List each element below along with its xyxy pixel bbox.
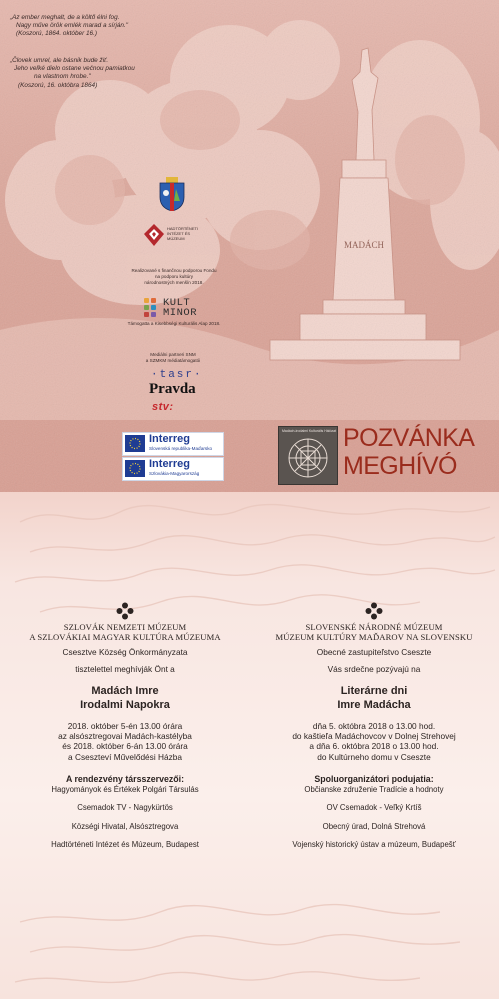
tasr-logo: ·tasr·: [151, 369, 203, 381]
coorganizers-heading: A rendezvény társszervezői:: [66, 773, 184, 784]
interreg-logo-hu: Interreg Szlovákia-Magyarország: [122, 457, 224, 481]
quote-hungarian: „Az ember meghalt, de a költő élni fog. Nagy műve örök emlék marad a sírján." (Koszorú, 1864. október 16.): [10, 14, 129, 38]
page-title: POZVÁNKA MEGHÍVÓ: [343, 424, 475, 480]
military-institute-logo: HADTÖRTÉNETI INTÉZET ÉS MÚZEUM: [143, 223, 211, 253]
eu-flag-icon: [125, 460, 145, 477]
organizer: Obecné zastupiteľstvo Cseszte: [316, 647, 432, 657]
kultminor-logo: KULT MINOR: [143, 296, 201, 320]
coorganizers-list: Občianske združenie Tradície a hodnoty OV Csemadok - Veľký Krtíš Obecný úrad, Dolná Strehová Vojenský historický ústav a múzeum, Budapešť: [292, 784, 456, 850]
institute-emblem-icon: [143, 223, 165, 247]
media-partners-label: Mediálni partneri SNM a SZMKM médiatámogatói: [145, 352, 201, 363]
quote-slovak: „Človek umrel, ale básnik bude žiť. Jeho veľké dielo ostane večnou pamiatkou na vlastnom hrobe." (Koszorú, 16. októbra 1864): [10, 57, 135, 89]
invite-text: tisztelettel meghívják Önt a: [75, 664, 175, 674]
invite-text: Vás srdečne pozývajú na: [327, 664, 421, 674]
organizer: Csesztve Község Önkormányzata: [62, 647, 188, 657]
support-note: Támogatta a Kisebbségi Kulturális Alap 2018.: [127, 321, 221, 326]
flower-ornament-icon: [249, 602, 499, 622]
pravda-logo: Pravda: [149, 381, 196, 397]
funding-note: Realizované s finančnou podporou Fondu na podporu kultúry národnostných menšín 2018.: [131, 268, 217, 285]
coorganizers-list: Hagyományok és Értékek Polgári Társulás Csemadok TV - Nagykürtös Községi Hivatal, Alsósztregova Hadtörténeti Intézet és Múzeum, Budapest: [51, 784, 199, 850]
slovak-column: [249, 602, 499, 859]
event-title: Madách Imre Irodalmi Napokra: [80, 685, 170, 711]
stv-logo: stv:: [152, 401, 174, 413]
eu-flag-icon: [125, 435, 145, 452]
cover-illustration: [0, 0, 499, 492]
flower-ornament-icon: [0, 602, 250, 622]
invitation-panel: [0, 492, 499, 999]
museum-name: SZLOVÁK NEMZETI MÚZEUM A SZLOVÁKIAI MAGYAR KULTÚRA MÚZEUMA: [29, 622, 221, 642]
rosette-icon: [279, 427, 337, 484]
coorganizers-heading: Spoluorganizátori podujatia:: [314, 773, 434, 784]
event-title: Literárne dni Imre Madácha: [337, 685, 411, 711]
madach-network-emblem: Madách-irodalmi Kulturális Hálózat: [278, 426, 338, 485]
event-dates: 2018. október 5-én 13.00 órára az alsósztregovai Madách-kastélyba és 2018. október 6-án 13.00 órára a Cseszteví Művelődési Házba: [58, 721, 192, 762]
museum-name: SLOVENSKÉ NÁRODNÉ MÚZEUM MÚZEUM KULTÚRY MAĎAROV NA SLOVENSKU: [275, 622, 473, 642]
hungarian-column: [0, 602, 250, 859]
interreg-logo-sk: Interreg Slovenská republika-Maďarsko: [122, 432, 224, 456]
event-dates: dňa 5. októbra 2018 o 13.00 hod. do kaštieľa Madáchovcov v Dolnej Strehovej a dňa 6. októbra 2018 o 13.00 hod. do Kultúrneho domu v Cseszte: [292, 721, 456, 762]
village-crest-icon: [159, 177, 185, 211]
